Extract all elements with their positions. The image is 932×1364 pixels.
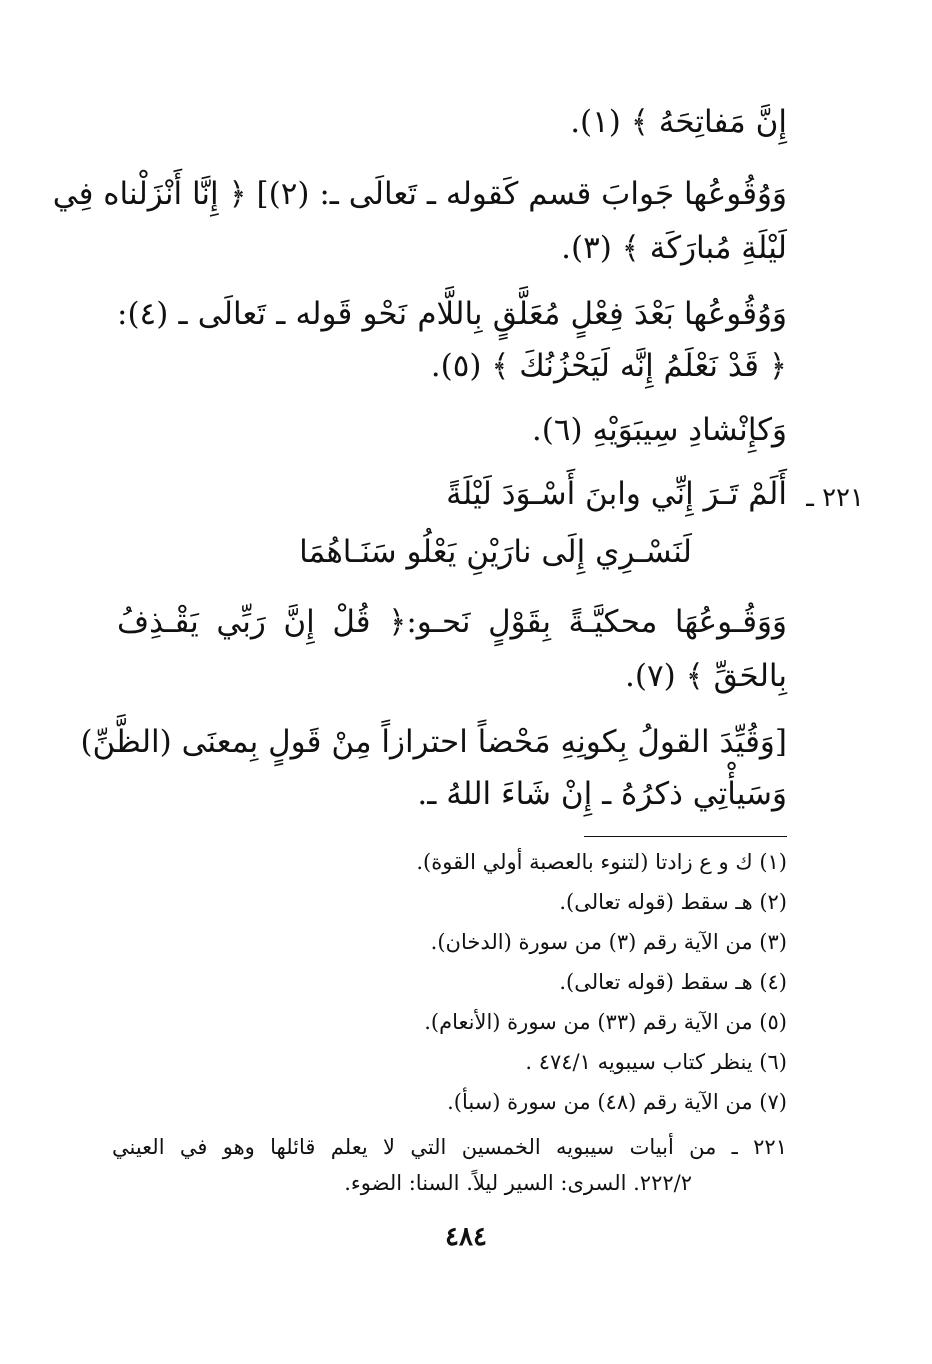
body-line-5: ﴿ قَدْ نَعْلَمُ إِنَّه لَيَحْزُنُكَ ﴾ (٥). xyxy=(430,348,787,384)
footnote-3: (٣) من الآية رقم (٣) من سورة (الدخان). xyxy=(430,930,787,954)
footnote-1: (١) ك و ع زادتا (لتنوء بالعصبة أولي القوة). xyxy=(416,850,787,874)
footnote-7: (٧) من الآية رقم (٤٨) من سورة (سبأ). xyxy=(447,1090,787,1114)
body-line-9: [وَقُيِّدَ القولُ بِكونِهِ مَحْضاً احترازاً مِنْ قَولٍ بِمعنَى (الظَّنِّ) xyxy=(80,724,787,760)
body-line-4: وَوُقُوعُها بَعْدَ فِعْلٍ مُعَلَّقٍ بِاللَّام نَحْو قَوله ـ تَعالَى ـ (٤): xyxy=(117,296,787,332)
footnote-6: (٦) ينظر كتاب سيبويه ٤٧٤/١ . xyxy=(525,1050,787,1074)
footnote-221-line-2: ٢٢٢/٢. السرى: السير ليلاً. السنا: الضوء. xyxy=(344,1171,692,1195)
verse-hemistich-2: لَنَسْـرِي إِلَى نارَيْنِ يَعْلُو سَنَـاهُمَا xyxy=(299,534,692,570)
body-line-1: إِنَّ مَفاتِحَهُ ﴾ (١). xyxy=(570,104,787,140)
body-line-8: بِالحَقِّ ﴾ (٧). xyxy=(625,658,787,694)
body-line-10: وَسَيأْتِي ذكرُهُ ـ إِنْ شَاءَ اللهُ ـ. xyxy=(417,776,787,812)
footnote-5: (٥) من الآية رقم (٣٣) من سورة (الأنعام). xyxy=(424,1010,787,1034)
footnote-221-line-1: ٢٢١ ـ من أبيات سيبويه الخمسين التي لا يعلم قائلها وهو في العيني xyxy=(112,1135,787,1159)
footnote-2: (٢) هـ سقط (قوله تعالى). xyxy=(559,890,787,914)
footnote-separator xyxy=(584,836,787,837)
body-line-6: وَكإِنْشادِ سِيبَوَيْهِ (٦). xyxy=(531,412,787,448)
body-line-7: وَوَقُـوعُهَا محكيَّـةً بِقَوْلٍ نَحـو:﴿ قُلْ إِنَّ رَبِّي يَقْـذِفُ xyxy=(117,604,787,640)
page-number: ٤٨٤ xyxy=(445,1222,487,1252)
footnote-4: (٤) هـ سقط (قوله تعالى). xyxy=(559,970,787,994)
verse-number: ٢٢١ ـ xyxy=(806,483,864,513)
body-line-3: لَيْلَةِ مُبارَكَة ﴾ (٣). xyxy=(561,230,787,266)
verse-hemistich-1: أَلَمْ تَـرَ إِنِّي وابنَ أَسْـوَدَ لَيْلَةً xyxy=(446,476,787,512)
body-line-2: وَوُقُوعُها جَوابَ قسم كَقوله ـ تَعالَى ـ: (٢)] ﴿ إِنَّا أَنْزَلْناه فِي xyxy=(52,176,787,212)
